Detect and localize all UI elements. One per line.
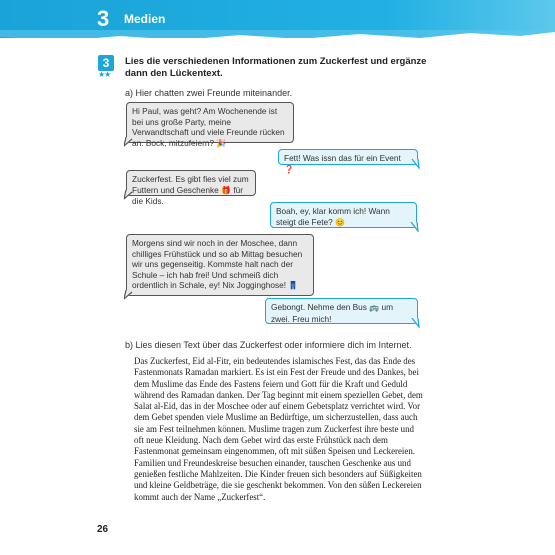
torn-edge-decoration: [0, 30, 555, 38]
bubble-tail-right: [410, 159, 420, 169]
bubble-tail-right: [410, 318, 420, 328]
chat-message-1: [126, 102, 294, 148]
chat-message-5-text: Morgens sind wir noch in der Moschee, dann chilliges Frühstück und so ab Mittag besuchen wir uns gegenseitig. Kommste halt nach der Schule – ich hab frei! Und schmeiß dich ordentlich in Schale, ey! Nix Jogginghose!: [132, 238, 303, 290]
chat-message-1-text: Hi Paul, was geht? Am Wochenende ist bei uns große Party, meine Verwandtschaft und viele Freunde rücken an. Bock, mitzufeiern?: [132, 106, 285, 148]
chat-message-6: [265, 298, 418, 324]
chat-message-2: [278, 149, 418, 174]
part-a-label: a) Hier chatten zwei Freunde miteinander.: [125, 88, 293, 98]
bubble-tail-left: [124, 137, 134, 147]
chat-message-4-text: Boah, ey, klar komm ich! Wann steigt die Fete?: [276, 206, 390, 227]
bus-icon: 🚌: [369, 303, 380, 312]
page-number: 26: [97, 524, 109, 535]
bubble-tail-left: [124, 190, 134, 200]
chapter-header: [0, 0, 555, 38]
gift-icon: 🎁: [221, 185, 231, 195]
bubble-tail-left: [124, 290, 134, 300]
chapter-title: Medien: [124, 12, 166, 26]
chat-message-3-text: Zuckerfest. Es gibt fies viel zum Futtern und Geschenke: [132, 174, 249, 195]
trousers-icon: 👖: [288, 281, 299, 290]
part-b-label: b) Lies diesen Text über das Zuckerfest oder informiere dich im Internet.: [125, 340, 412, 350]
smiley-icon: 😊: [335, 217, 346, 227]
chat-message-4: [270, 202, 417, 228]
chat-message-3-text-after: für die Kids.: [132, 184, 243, 206]
task-instruction: Lies die verschiedenen Informationen zum Zuckerfest und ergänze dann den Lückentext.: [125, 56, 427, 79]
question-icon: ❓: [284, 164, 294, 174]
article-text: Das Zuckerfest, Eid al-Fitr, ein bedeutendes islamisches Fest, das das Ende des Fastenmonats Ramadan markiert. Es ist ein Fest der Freude und des Dankes, bei dem Muslime das Ende des Fastens feiern und Gott für die Kraft und Geduld während des Ramadan danken. Der Tag beginnt mit einem speziellen Gebet, dem Salat al-Eid, das in der Moschee oder auf einem Gebetsplatz verrichtet wird. Vor dem Gebet spenden viele Muslime an Bedürftige, um sicherzustellen, dass auch sie am Fest teilnehmen können. Muslime tragen zum Zuckerfest ihre beste und oft neue Kleidung. Nach dem Gebet wird das erste Frühstück nach dem Fastenmonat gemeinsam eingenommen, oft mit süßen Speisen und Leckereien. Familien und Freundeskreise besuchen einander, tauschen Geschenke aus und genießen festliche Mahlzeiten. Die Kinder freuen sich besonders auf Süßigkeiten und kleine Geldbeträge, die sie geschenkt bekommen. Von den süßen Leckereien kommt auch der Name „Zuckerfest“.: [134, 356, 423, 502]
chat-message-5: [126, 234, 314, 296]
chapter-number: 3: [97, 6, 110, 31]
chat-message-2-text: Fett! Was issn das für ein Event: [284, 153, 401, 163]
chat-message-3: [126, 170, 256, 206]
bubble-tail-right: [409, 222, 419, 232]
chat-message-6-text-after: um zwei. Freu mich!: [271, 302, 394, 324]
party-icon: 🎉: [216, 138, 227, 148]
difficulty-stars: ★★: [98, 70, 111, 79]
task-number-badge: 3: [98, 55, 114, 71]
chat-message-6-text: Gebongt. Nehme den Bus: [271, 302, 367, 312]
